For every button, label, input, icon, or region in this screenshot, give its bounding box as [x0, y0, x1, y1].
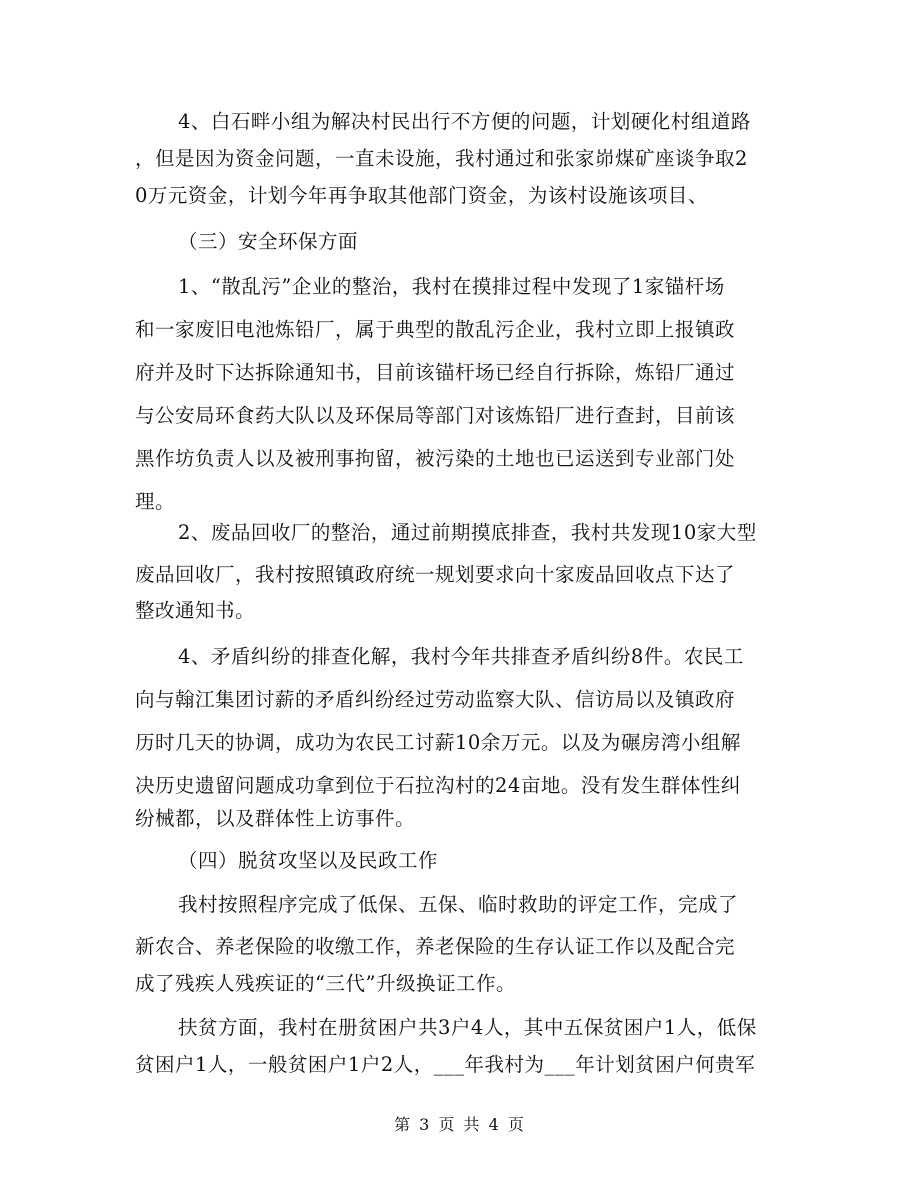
text-line: 1、“散乱污”企业的整治，我村在摸排过程中发现了1家锚杆场 [178, 275, 725, 298]
text-line: 和一家废旧电池炼铅厂，属于典型的散乱污企业，我村立即上报镇政 [135, 318, 736, 341]
text-line: 贫困户1人，一般贫困户1户2人，___年我村为___年计划贫困户何贵军 [135, 1053, 756, 1076]
text-line: 纷械都，以及群体性上访事件。 [135, 807, 416, 830]
text-line: 4、白石畔小组为解决村民出行不方便的问题，计划硬化村组道路 [178, 110, 751, 133]
text-line: 新农合、养老保险的收缴工作，养老保险的生存认证工作以及配合完 [135, 935, 736, 958]
text-line: 2、废品回收厂的整治，通过前期摸底排查，我村共发现10家大型 [178, 521, 757, 544]
text-line: 理。 [135, 490, 176, 513]
text-line: 府并及时下达拆除通知书，目前该锚杆场已经自行拆除，炼铅厂通过 [135, 361, 736, 384]
text-line: 0万元资金，计划今年再争取其他部门资金，为该村设施该项目、 [135, 184, 708, 207]
text-line: 黑作坊负责人以及被刑事拘留，被污染的土地也已运送到专业部门处 [135, 447, 736, 470]
text-line: ，但是因为资金问题，一直未设施，我村通过和张家峁煤矿座谈争取2 [135, 147, 748, 170]
text-line: 整改通知书。 [135, 599, 256, 622]
text-line: 向与翰江集团讨薪的矛盾纠纷经过劳动监察大队、信访局以及镇政府 [135, 688, 736, 711]
text-line: 我村按照程序完成了低保、五保、临时救助的评定工作，完成了 [178, 893, 739, 916]
text-line: 4、矛盾纠纷的排查化解，我村今年共排查矛盾纠纷8件。农民工 [178, 645, 744, 668]
text-line: 扶贫方面，我村在册贫困户共3户4人，其中五保贫困户1人，低保 [178, 1016, 757, 1039]
text-line: 废品回收厂，我村按照镇政府统一规划要求向十家废品回收点下达了 [135, 563, 736, 586]
text-line: 与公安局环食药大队以及环保局等部门对该炼铅厂进行查封，目前该 [135, 404, 736, 427]
page-number-footer: 第 3 页 共 4 页 [394, 1115, 526, 1134]
section-heading: （四）脱贫攻坚以及民政工作 [178, 849, 439, 872]
text-line: 成了残疾人残疾证的“三代”升级换证工作。 [135, 972, 516, 995]
text-line: 历时几天的协调，成功为农民工讨薪10余万元。以及为碾房湾小组解 [135, 731, 741, 754]
text-line: 决历史遗留问题成功拿到位于石拉沟村的24亩地。没有发生群体性纠 [135, 774, 741, 797]
section-heading: （三）安全环保方面 [178, 230, 359, 253]
